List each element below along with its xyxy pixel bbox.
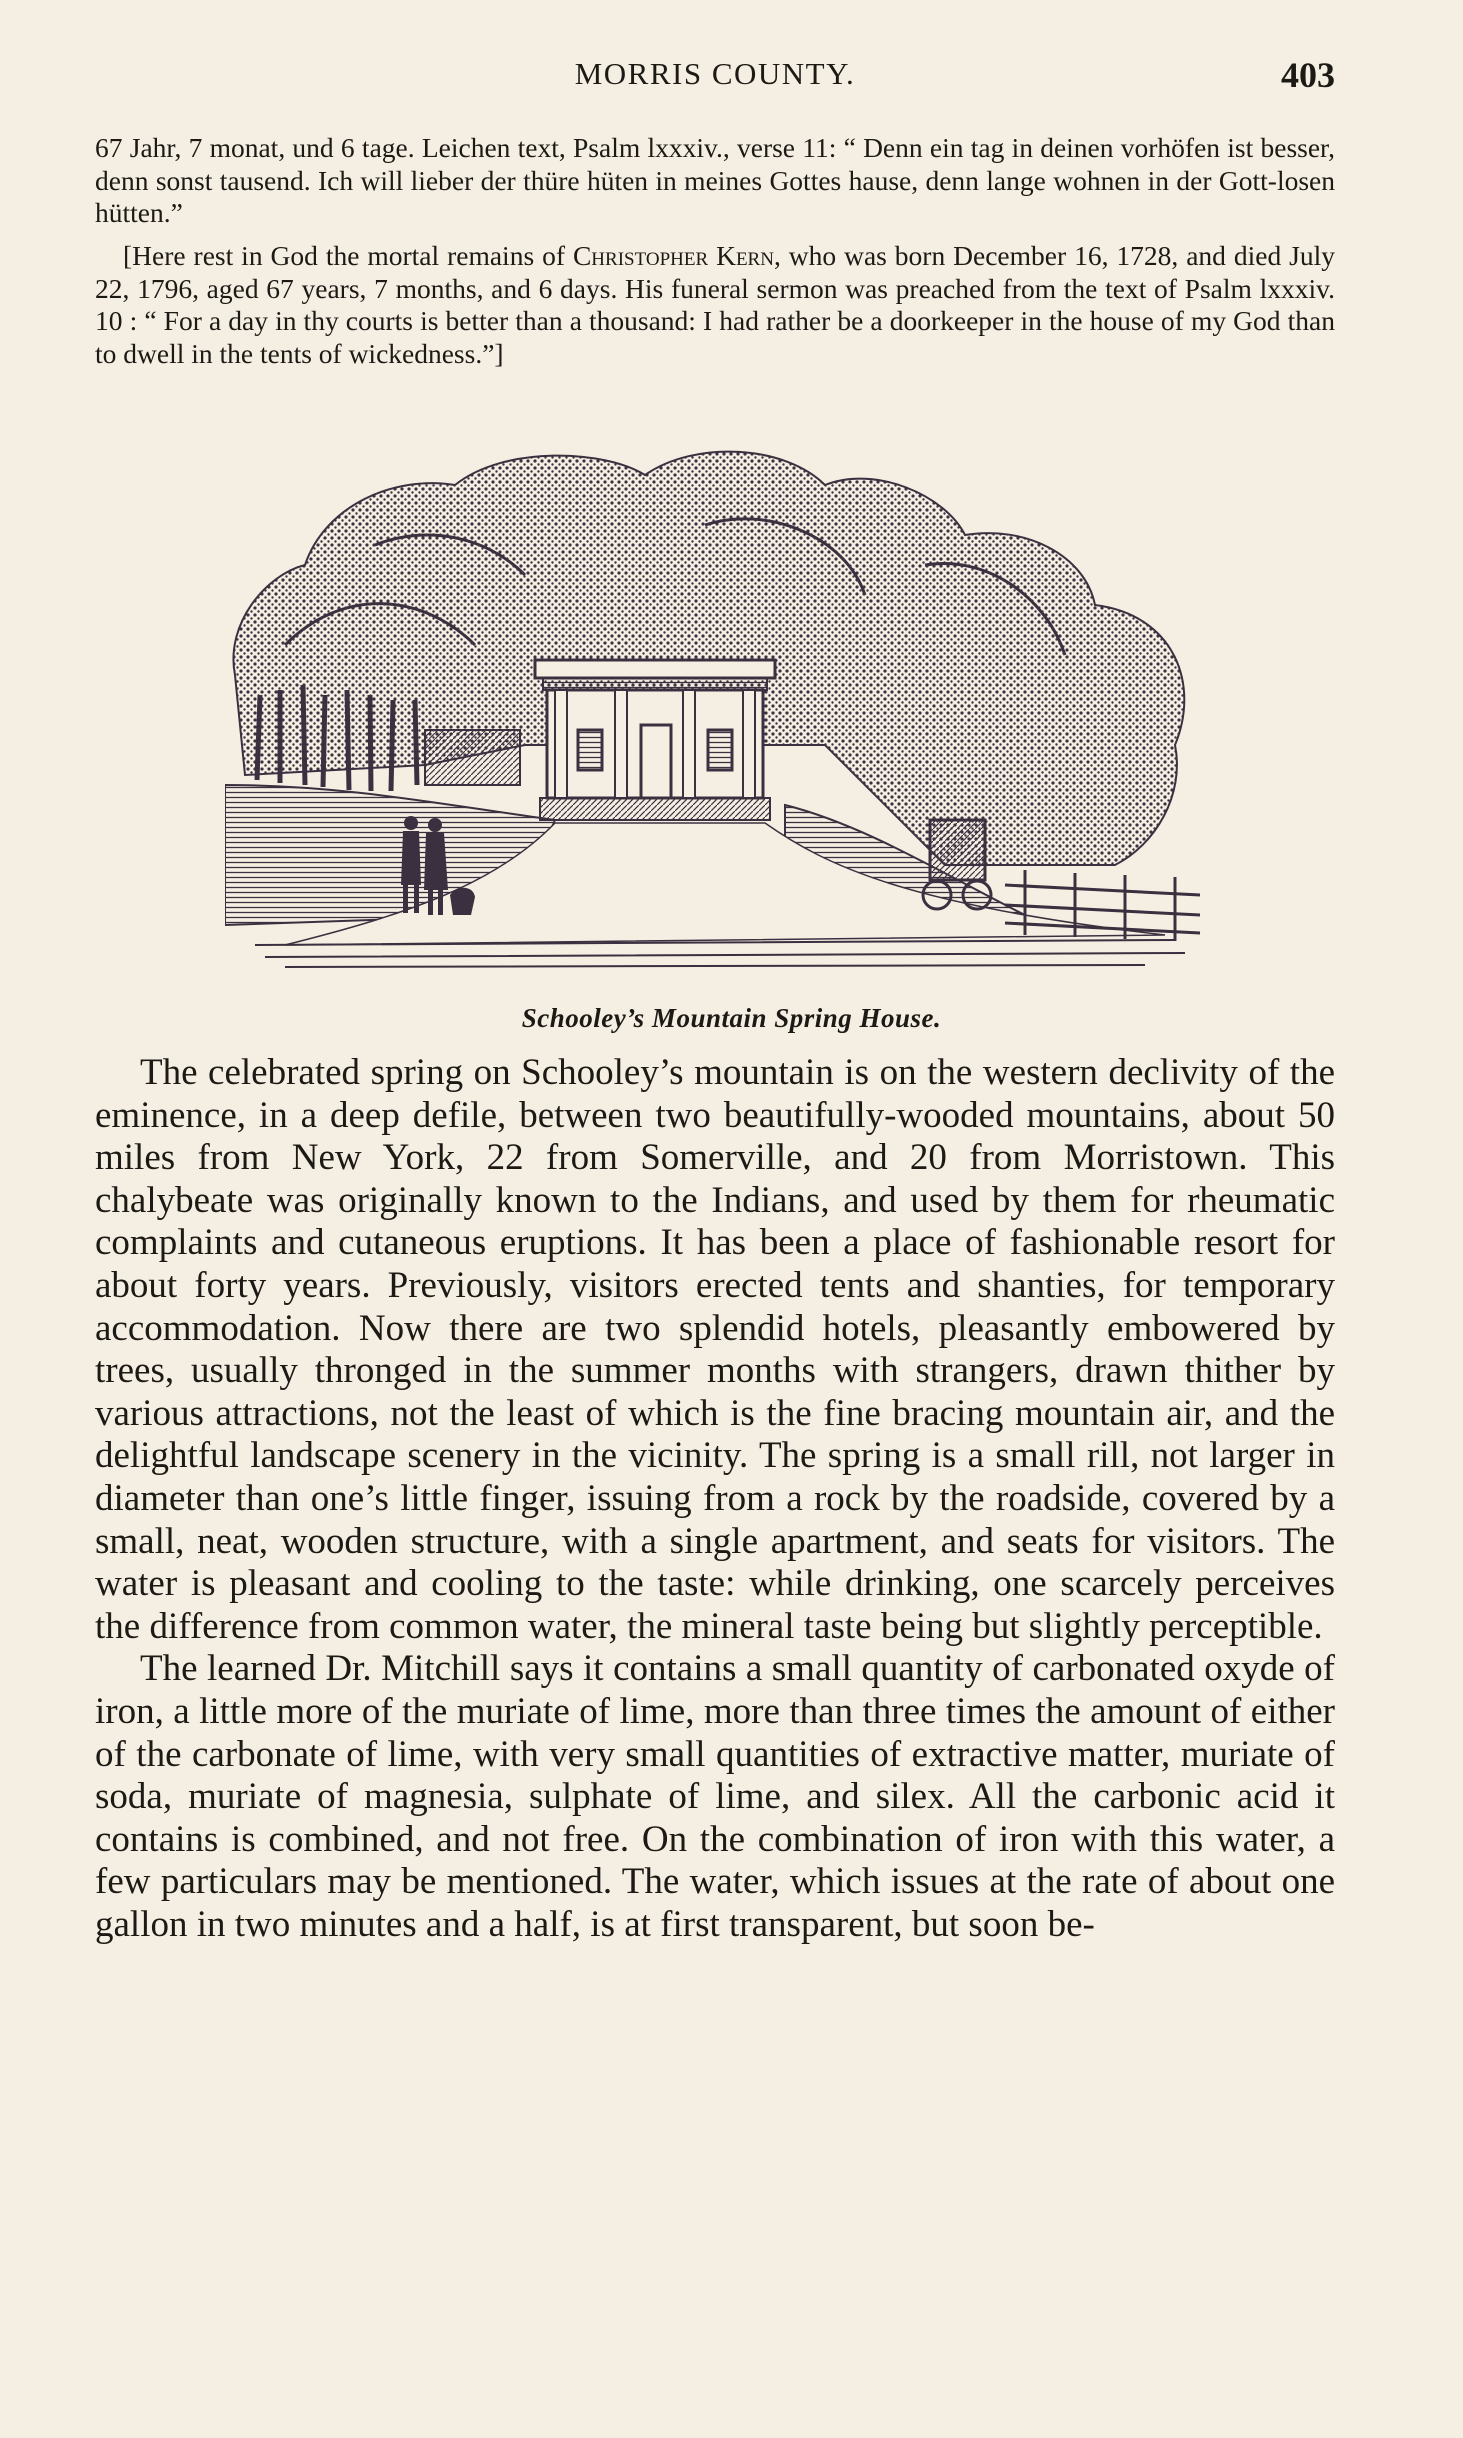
inscription-translation xyxy=(95,240,1335,370)
running-head-title: MORRIS COUNTY. xyxy=(574,56,856,91)
inscription-german xyxy=(95,132,1335,230)
translation-part-1: [Here rest in God the mortal remains of xyxy=(123,240,573,271)
spring-house xyxy=(535,660,775,820)
running-head xyxy=(95,52,1335,100)
lattice-fence xyxy=(425,730,520,785)
body-paragraph: The learned Dr. Mitchill says it contains a small quantity of carbonated oxyde of iron, a little more of the muriate of lime, more than three times the amount of either of the carbonate of lime, with very small quantities of extractive matter, muriate of soda, muriate of magnesia, sulphate of lime, and silex. All the carbonic acid it contains is combined, and not free. On the combination of iron with this water, a few particulars may be mentioned. The water, which issues at the rate of about one gallon in two minutes and a half, is at first transparent, but soon be- xyxy=(95,1648,1335,1945)
spring-house-engraving xyxy=(225,445,1205,975)
body-paragraph: The celebrated spring on Schooley’s mountain is on the western declivity of the eminence, in a deep defile, between two beautifully-wooded mountains, about 50 miles from New York, 22 from Somerville, and 20 from Morristown. This chalybeate was originally known to the Indians, and used by them for rheumatic complaints and cutaneous eruptions. It has been a place of fashionable resort for about forty years. Previously, visitors erected tents and shanties, for temporary accommodation. Now there are two splendid hotels, pleasantly embowered by trees, usually thronged in the summer months with strangers, drawn thither by various attractions, not the least of which is the fine bracing mountain air, and the delightful landscape scenery in the vicinity. The spring is a small rill, not larger in diameter than one’s little finger, issuing from a rock by the roadside, covered by a small, neat, wooden structure, with a single apartment, and seats for visitors. The water is pleasant and cooling to the taste: while drinking, one scarcely perceives the difference from common water, the mineral taste being but slightly perceptible. xyxy=(95,1052,1335,1647)
body-text xyxy=(95,1052,1335,1946)
inscription-translation-text xyxy=(95,240,1335,370)
illustration-caption: Schooley’s Mountain Spring House. xyxy=(521,1003,942,1033)
inscription-german-text: 67 Jahr, 7 monat, und 6 tage. Leichen text, Psalm lxxxiv., verse 11: “ Denn ein tag in deinen vorhöfen ist besser, denn sonst tausend. Ich will lieber der thüre hüten in meines Gottes hause, denn lange wohnen in der Gott-losen hütten.” xyxy=(95,132,1335,228)
engraving-illustration xyxy=(225,445,1205,975)
translation-part-2: , who was born December 16, 1728, and died July 22, 1796, aged 67 years, 7 months, and 6 days. His funeral sermon was preached from the text of Psalm lxxxiv. 10 : “ For a day in thy courts is better than a thousand: I had rather be a doorkeeper in the house of my God than to dwell in the tents of wickedness.”] xyxy=(95,240,1335,369)
ground-lines xyxy=(255,940,1185,967)
page-number: 403 xyxy=(1281,55,1335,95)
translation-name: Christopher Kern xyxy=(572,240,774,271)
